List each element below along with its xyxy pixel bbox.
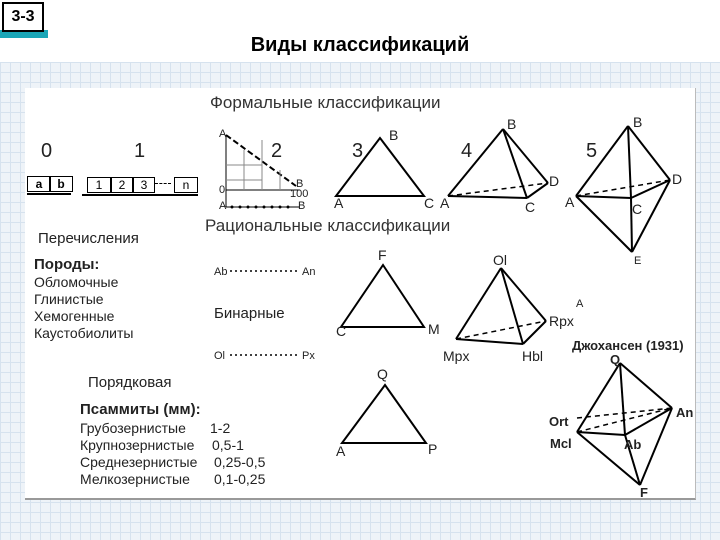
johannsen-label-bottom: F	[640, 485, 648, 500]
slide-number: 3-3	[2, 2, 44, 32]
formal-heading: Формальные классификации	[210, 93, 441, 112]
psammite-name: Крупнозернистые	[80, 437, 195, 453]
tri3-label-left: A	[334, 195, 344, 211]
box-n: n	[174, 177, 198, 193]
graph-2	[226, 135, 300, 207]
graph-label-hundred: 100	[290, 188, 309, 200]
triangle-3	[336, 138, 424, 196]
johannsen-label-mid: Ab	[624, 437, 642, 452]
number-1: 1	[134, 140, 146, 162]
box-2: 2	[111, 177, 133, 193]
tetra5-label-bottom: E	[634, 255, 642, 267]
graph-label-a-top: A	[219, 128, 227, 140]
psammites-heading: Псаммиты (мм):	[80, 401, 201, 418]
rock-item: Обломочные	[34, 274, 119, 290]
pyramid-label-bottom: Hbl	[522, 348, 544, 364]
rock-item: Каустобиолиты	[34, 325, 134, 341]
graph-2-dashed-line	[226, 135, 296, 186]
graph-label-b-bottom: B	[298, 200, 306, 212]
box-b: b	[49, 176, 73, 192]
enumeration-label: Перечисления	[38, 230, 139, 247]
number-0: 0	[41, 140, 53, 162]
box-ab-underline	[27, 193, 71, 195]
pyramid-ol	[456, 268, 546, 344]
tri3-label-top: B	[389, 127, 399, 143]
tri-fcm-label-left: C	[336, 323, 347, 339]
rational-heading: Рациональные классификации	[205, 216, 451, 235]
box-1: 1	[87, 177, 111, 193]
binary-label: Бинарные	[214, 305, 285, 322]
a-label: A	[576, 298, 584, 310]
tri-fcm-label-top: F	[378, 247, 387, 263]
graph-label-a-bottom: A	[219, 200, 227, 212]
box-123n-underline	[82, 194, 198, 196]
pyramid-label-right: Rpx	[549, 313, 574, 329]
number-5: 5	[586, 140, 598, 162]
johannsen-label-right: An	[676, 405, 694, 420]
tri-qap-label-right: P	[428, 441, 438, 457]
box-gap-dash	[155, 183, 171, 184]
psammite-range: 1-2	[210, 420, 231, 436]
rock-item: Глинистые	[34, 291, 104, 307]
graph-label-b-right: B	[296, 178, 304, 190]
binary-line2-right: Px	[302, 350, 315, 362]
tetra4-label-left: A	[440, 195, 450, 211]
psammite-name: Среднезернистые	[80, 454, 198, 470]
johannsen-label-left-upper: Ort	[549, 414, 569, 429]
tetra4-label-bottom: C	[525, 199, 536, 215]
pyramid-label-top: Ol	[493, 252, 507, 268]
binary-line2-left: Ol	[214, 350, 225, 362]
binary-line1-left: Ab	[214, 266, 228, 278]
number-4: 4	[461, 140, 473, 162]
psammite-name: Мелкозернистые	[80, 471, 190, 487]
tetra5-label-right: D	[672, 171, 683, 187]
number-2: 2	[271, 140, 283, 162]
triangle-fcm	[341, 265, 424, 327]
psammite-range: 0,1-0,25	[214, 471, 266, 487]
tri3-label-right: C	[424, 195, 435, 211]
johannsen-label-left-lower: Mcl	[550, 436, 572, 451]
rocks-heading: Породы:	[34, 256, 100, 273]
tri-qap-label-left: A	[336, 443, 346, 459]
psammite-range: 0,5-1	[212, 437, 244, 453]
box-3: 3	[133, 177, 155, 193]
tri-qap-label-top: Q	[377, 366, 388, 382]
pyramid-label-left: Mpx	[443, 348, 470, 364]
triangle-qap	[342, 385, 426, 443]
slide-title: Виды классификаций	[250, 34, 470, 56]
number-3: 3	[352, 140, 364, 162]
binary-line1-right: An	[302, 266, 316, 278]
graph-label-zero: 0	[219, 184, 226, 196]
ordinal-label: Порядковая	[88, 374, 172, 391]
johannsen-bipyramid	[577, 363, 672, 485]
psammite-name: Грубозернистые	[80, 420, 186, 436]
johannsen-title: Джохансен (1931)	[572, 338, 684, 353]
tetra5-label-left: A	[565, 194, 575, 210]
psammite-range: 0,25-0,5	[214, 454, 266, 470]
tetra4-label-right: D	[549, 173, 560, 189]
tetra4-label-top: B	[507, 116, 517, 132]
tetra5-label-mid: C	[632, 201, 643, 217]
rock-item: Хемогенные	[34, 308, 115, 324]
johannsen-label-top: Q	[610, 352, 621, 367]
box-a: a	[27, 176, 51, 192]
tetra5-label-top: B	[633, 114, 643, 130]
tri-fcm-label-right: M	[428, 321, 440, 337]
